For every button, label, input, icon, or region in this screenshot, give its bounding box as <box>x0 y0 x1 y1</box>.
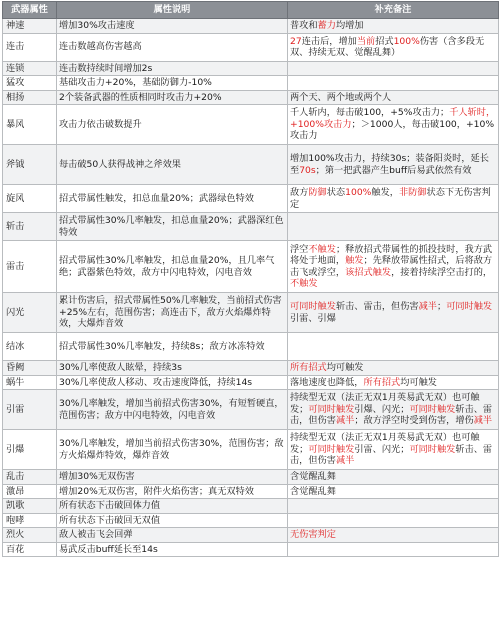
header-description: 属性说明 <box>57 2 288 19</box>
cell-text: 连击数持续时间增加2s <box>59 62 153 74</box>
cell-text: 招式带属性触发，扣总血量20%；武器绿色特效 <box>59 192 254 204</box>
attribute-name-cell: 乱击 <box>3 470 57 485</box>
cell-text: 千人斩内，每击破100，+5%攻击力； <box>290 107 450 119</box>
table-row <box>3 61 499 76</box>
note-cell <box>288 213 499 241</box>
attribute-name-cell: 斧钺 <box>3 145 57 185</box>
table-header-row <box>3 2 499 19</box>
table-row <box>3 241 499 293</box>
table-row <box>3 542 499 557</box>
highlighted-text: 可 <box>308 403 318 415</box>
note-cell <box>288 375 499 390</box>
cell-text: 伤害（含多段无双、持续无双、觉醒乱舞） <box>290 35 485 58</box>
attribute-name-cell: 闪光 <box>3 293 57 333</box>
cell-text: 增加100%攻击力，持续30s；装备阳炎时，延长至 <box>290 153 489 176</box>
cell-text: 30%几率触发，增加当前招式伤害30%，有短暂硬直，范围伤害；敌方中闪电特效，闪电音效 <box>59 398 284 421</box>
cell-text: 状态下无伤害判定 <box>290 187 491 210</box>
note-cell <box>288 470 499 485</box>
note-cell <box>288 293 499 333</box>
description-cell <box>57 90 288 105</box>
note-cell <box>288 105 499 145</box>
description-cell <box>57 390 288 430</box>
cell-text: ；先释放带属性招式，后将敌方击飞或浮空， <box>290 255 493 278</box>
cell-text: 招式带属性30%几率触发，扣总血量20%；武器深红色特效 <box>59 215 284 238</box>
attribute-name-cell: 蜗牛 <box>3 375 57 390</box>
attribute-name-cell: 昏阙 <box>3 361 57 376</box>
note-cell <box>288 145 499 185</box>
description-cell <box>57 76 288 91</box>
cell-text: ，接着持续浮空击打的， <box>391 266 493 278</box>
highlighted-text: 同时触发 <box>299 301 336 312</box>
header-notes: 补充备注 <box>288 2 499 19</box>
description-cell <box>57 375 288 390</box>
table-row <box>3 333 499 361</box>
highlighted-text: 70s <box>299 164 316 176</box>
cell-text: 增加30%攻击速度 <box>59 20 135 31</box>
highlighted-text: 可 <box>308 443 318 455</box>
description-cell <box>57 105 288 145</box>
cell-text: 斩击、雷击，但伤害 <box>335 301 419 312</box>
cell-text: ；释放招式带属性的抓投技时，我方武将处于地面， <box>290 243 493 266</box>
description-cell <box>57 430 288 470</box>
attribute-name-cell: 猛攻 <box>3 76 57 91</box>
attribute-name-cell: 引雷 <box>3 390 57 430</box>
cell-text: 累计伤害后，招式带属性50%几率触发，当前招式伤害+25%左右，范围伤害；高连击下，敌方火焰爆炸特效，大爆炸音效 <box>59 295 282 330</box>
description-cell <box>57 33 288 61</box>
highlighted-text: 减半 <box>473 415 493 427</box>
note-cell <box>288 542 499 557</box>
attribute-name-cell: 神速 <box>3 19 57 34</box>
cell-text: 引雷、闪光； <box>354 443 410 455</box>
weapon-attribute-table <box>2 1 499 557</box>
attribute-name-cell: 雷击 <box>3 241 57 293</box>
highlighted-text: 无伤害判定 <box>290 529 336 540</box>
highlighted-text: 所有招式 <box>290 362 327 373</box>
cell-text: 含觉醒乱舞 <box>290 485 336 497</box>
cell-text: 持续型无双（法正无双1月英易武无双）也可触发； <box>290 432 480 455</box>
table-row <box>3 470 499 485</box>
highlighted-text: 非防御 <box>398 187 427 198</box>
cell-text: 招式带属性30%几率触发，持续8s；敌方冰冻特效 <box>59 340 265 352</box>
description-cell <box>57 61 288 76</box>
cell-text: 持续型无双（法正无双1月英易武无双）也可触发； <box>290 392 480 415</box>
table-body <box>3 19 499 557</box>
table-row <box>3 90 499 105</box>
cell-text: 状态 <box>326 187 346 198</box>
attribute-name-cell: 连锁 <box>3 61 57 76</box>
highlighted-text: 不触发 <box>290 278 318 289</box>
note-cell <box>288 241 499 293</box>
cell-text: 30%几率使敌人移动、攻击速度降低，持续14s <box>59 376 253 388</box>
cell-text: 攻击力依击破数提升 <box>59 118 142 130</box>
table-row <box>3 185 499 213</box>
table-row <box>3 76 499 91</box>
table-row <box>3 293 499 333</box>
cell-text: 敌人被击飞会回弹 <box>59 529 133 540</box>
cell-text: 浮空 <box>290 243 309 255</box>
description-cell <box>57 19 288 34</box>
cell-text: 含觉醒乱舞 <box>290 471 336 482</box>
description-cell <box>57 185 288 213</box>
description-cell <box>57 361 288 376</box>
attribute-name-cell: 凯歌 <box>3 499 57 514</box>
description-cell <box>57 333 288 361</box>
note-cell <box>288 528 499 543</box>
cell-text: 基础攻击力+20%，基础防御力-10% <box>59 77 212 88</box>
note-cell <box>288 33 499 61</box>
cell-text: 均可触发 <box>326 362 364 373</box>
note-cell <box>288 185 499 213</box>
highlighted-text: 同时触发 <box>317 403 355 415</box>
cell-text: 招式带属性30%几率触发，扣总血量20%，且几率气绝；武器紫色特效，敌方中闪电特效，闪电音效 <box>59 255 275 278</box>
highlighted-text: 100% <box>393 35 420 47</box>
highlighted-text: 减半 <box>335 415 355 427</box>
cell-text: 所有状态下击破回体力值 <box>59 500 161 511</box>
cell-text: 均增加 <box>335 20 364 31</box>
table-row <box>3 361 499 376</box>
highlighted-text: 当前 <box>356 35 376 47</box>
highlighted-text: 所有招式 <box>363 376 401 388</box>
highlighted-text: 减半 <box>335 455 355 467</box>
note-cell <box>288 76 499 91</box>
cell-text: ； <box>437 301 447 312</box>
cell-text: 招式 <box>375 35 394 47</box>
cell-text: 30%几率使敌人眩晕，持续3s <box>59 362 182 373</box>
table-row <box>3 375 499 390</box>
highlighted-text: 不触发 <box>308 243 336 255</box>
highlighted-text: 同时触发 <box>317 443 355 455</box>
weapon-attribute-table-container <box>2 1 499 557</box>
table-row <box>3 499 499 514</box>
cell-text: 每击破50人获得战神之斧效果 <box>59 158 181 170</box>
description-cell <box>57 484 288 499</box>
highlighted-text: 千人斩时，+100%攻击力 <box>290 107 496 130</box>
note-cell <box>288 333 499 361</box>
attribute-name-cell: 引爆 <box>3 430 57 470</box>
highlighted-text: 可 <box>290 301 300 312</box>
cell-text: 斩击、雷击，但伤害 <box>290 403 493 427</box>
cell-text: 斩击、雷击，但伤害 <box>290 443 493 467</box>
description-cell <box>57 213 288 241</box>
table-row <box>3 145 499 185</box>
cell-text: 敌方 <box>290 187 309 198</box>
note-cell <box>288 513 499 528</box>
highlighted-text: 可 <box>446 301 456 312</box>
highlighted-text: 触发 <box>345 255 364 266</box>
attribute-name-cell: 旋风 <box>3 185 57 213</box>
description-cell <box>57 470 288 485</box>
attribute-name-cell: 相扬 <box>3 90 57 105</box>
note-cell <box>288 390 499 430</box>
highlighted-text: 可同时触发 <box>409 403 456 415</box>
cell-text: 普攻和 <box>290 20 318 31</box>
table-row <box>3 33 499 61</box>
cell-text: 引爆、闪光； <box>354 403 410 415</box>
note-cell <box>288 19 499 34</box>
attribute-name-cell: 百花 <box>3 542 57 557</box>
attribute-name-cell: 烈火 <box>3 528 57 543</box>
description-cell <box>57 499 288 514</box>
cell-text: 2个装备武器的性质相同时攻击力+20% <box>59 91 222 103</box>
note-cell <box>288 361 499 376</box>
cell-text: 所有状态下击破回无双值 <box>59 514 161 526</box>
cell-text: 均可触发 <box>400 376 437 388</box>
description-cell <box>57 241 288 293</box>
attribute-name-cell: 连击 <box>3 33 57 61</box>
cell-text: 连击后，增加 <box>301 35 357 47</box>
highlighted-text: 防御 <box>308 187 327 198</box>
highlighted-text: 减半 <box>418 301 437 312</box>
table-row <box>3 513 499 528</box>
note-cell <box>288 499 499 514</box>
cell-text: 30%几率触发，增加当前招式伤害30%，范围伤害；敌方火焰爆炸特效，爆炸音效 <box>59 438 284 461</box>
note-cell <box>288 90 499 105</box>
description-cell <box>57 293 288 333</box>
highlighted-text: 同时触发 <box>455 301 493 312</box>
cell-text: 引雷、引爆 <box>290 312 336 324</box>
attribute-name-cell: 暴风 <box>3 105 57 145</box>
attribute-name-cell: 结冰 <box>3 333 57 361</box>
header-attribute: 武器属性 <box>3 2 57 19</box>
attribute-name-cell: 咆哮 <box>3 513 57 528</box>
highlighted-text: 可同时触发 <box>409 443 456 455</box>
cell-text: ；敌方浮空时受到伤害，增伤 <box>354 415 474 427</box>
table-row <box>3 19 499 34</box>
cell-text: 增加30%无双伤害 <box>59 471 135 482</box>
table-row <box>3 213 499 241</box>
cell-text: 易武反击buff延长至14s <box>59 543 158 555</box>
cell-text: ；第一把武器产生buff后易武依然有效 <box>315 164 472 176</box>
table-row <box>3 484 499 499</box>
table-row <box>3 390 499 430</box>
table-row <box>3 528 499 543</box>
highlighted-text: 100% <box>345 187 372 198</box>
highlighted-text: 27 <box>290 35 302 47</box>
table-row <box>3 430 499 470</box>
note-cell <box>288 484 499 499</box>
note-cell <box>288 61 499 76</box>
cell-text: ；＞1000人，每击破100，+10%攻击力 <box>290 118 495 142</box>
description-cell <box>57 513 288 528</box>
cell-text: 增加20%无双伤害，附件火焰伤害；真无双特效 <box>59 485 254 497</box>
cell-text: 两个天、两个地或两个人 <box>290 91 392 103</box>
cell-text: 触发， <box>371 187 399 198</box>
table-row <box>3 105 499 145</box>
highlighted-text: 该招式触发 <box>345 266 392 278</box>
description-cell <box>57 542 288 557</box>
description-cell <box>57 528 288 543</box>
note-cell <box>288 430 499 470</box>
attribute-name-cell: 激昂 <box>3 484 57 499</box>
attribute-name-cell: 斩击 <box>3 213 57 241</box>
cell-text: 落地速度也降低， <box>290 376 364 388</box>
cell-text: 连击数越高伤害越高 <box>59 41 142 53</box>
highlighted-text: 蓄力 <box>317 20 336 31</box>
description-cell <box>57 145 288 185</box>
